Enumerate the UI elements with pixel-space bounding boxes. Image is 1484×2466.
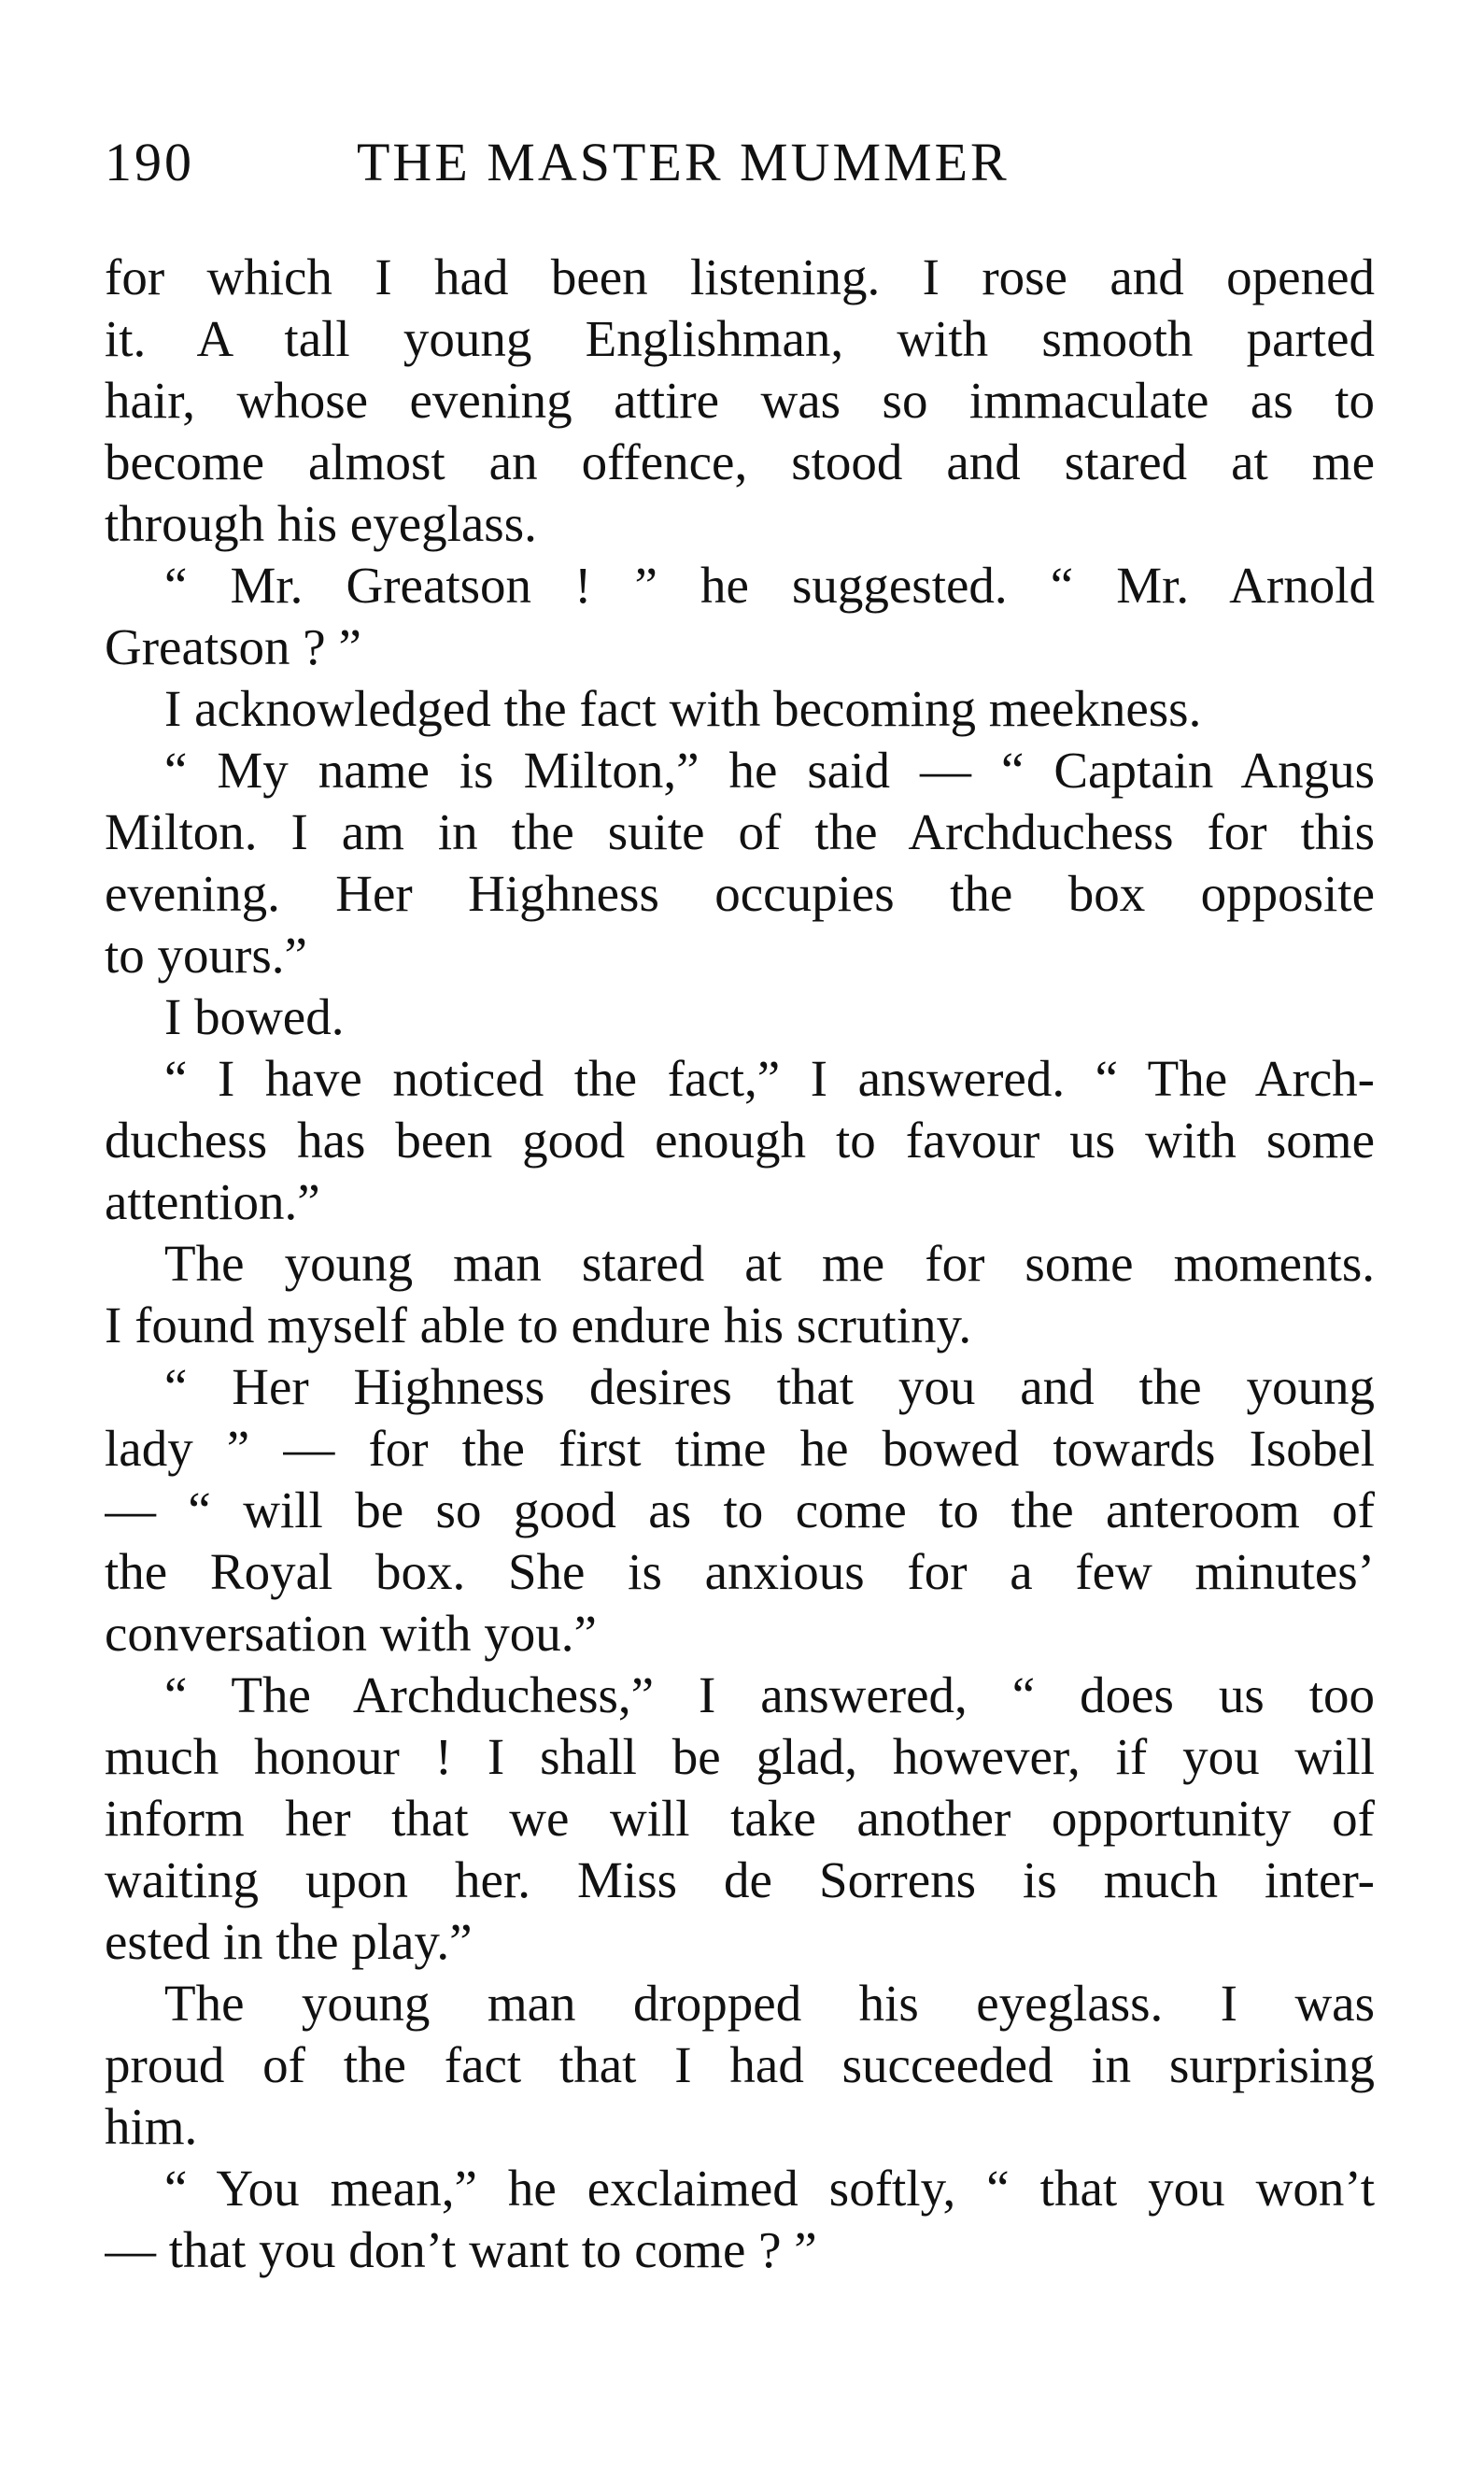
text-line: I acknowledged the fact with becoming meekness. [164,680,1202,737]
text-line: the Royal box. She is anxious for a few minutes’ [105,1543,1375,1600]
text-line: “ Her Highness desires that you and the young [164,1358,1375,1415]
text-line: ested in the play.” [105,1913,473,1970]
text-line: conversation with you.” [105,1605,597,1662]
text-line: “ You mean,” he exclaimed softly, “ that you won’t [164,2160,1375,2217]
text-line: for which I had been listening. I rose and opened [105,248,1375,305]
text-line: I bowed. [164,988,345,1045]
text-line: — “ will be so good as to come to the anteroom of [105,1481,1375,1538]
running-head [105,131,1375,206]
text-line: The young man stared at me for some moments. [164,1235,1375,1292]
body-text [105,247,1375,2281]
text-line: evening. Her Highness occupies the box opposite [105,865,1375,922]
text-line: much honour ! I shall be glad, however, if you will [105,1728,1375,1785]
text-line: waiting upon her. Miss de Sorrens is much inter- [105,1851,1375,1908]
text-line: proud of the fact that I had succeeded in surprising [105,2036,1375,2093]
text-line: “ I have noticed the fact,” I answered. “ The Arch- [164,1050,1375,1107]
page-number: 190 [105,132,194,192]
text-line: The young man dropped his eyeglass. I was [164,1975,1375,2032]
text-line: — that you don’t want to come ? ” [105,2221,817,2278]
text-line: duchess has been good enough to favour us with some [105,1112,1375,1169]
text-line: Milton. I am in the suite of the Archduchess for this [105,803,1375,860]
text-line: “ My name is Milton,” he said — “ Captain Angus [164,742,1375,799]
text-line: I found myself able to endure his scrutiny. [105,1297,972,1353]
text-line: lady ” — for the first time he bowed towards Isobel [105,1420,1375,1477]
text-line: become almost an offence, stood and stared at me [105,433,1375,490]
text-line: Greatson ? ” [105,618,361,675]
text-line: hair, whose evening attire was so immaculate as to [105,372,1375,429]
text-line: “ The Archduchess,” I answered, “ does us too [164,1666,1375,1723]
text-line: through his eyeglass. [105,495,537,552]
text-line: to yours.” [105,927,307,984]
text-line: him. [105,2098,198,2155]
text-line: attention.” [105,1173,320,1230]
text-line: inform her that we will take another opportunity of [105,1790,1375,1847]
text-line: “ Mr. Greatson ! ” he suggested. “ Mr. Arnold [164,557,1375,614]
running-title: THE MASTER MUMMER [357,132,1010,192]
text-line: it. A tall young Englishman, with smooth parted [105,310,1375,367]
